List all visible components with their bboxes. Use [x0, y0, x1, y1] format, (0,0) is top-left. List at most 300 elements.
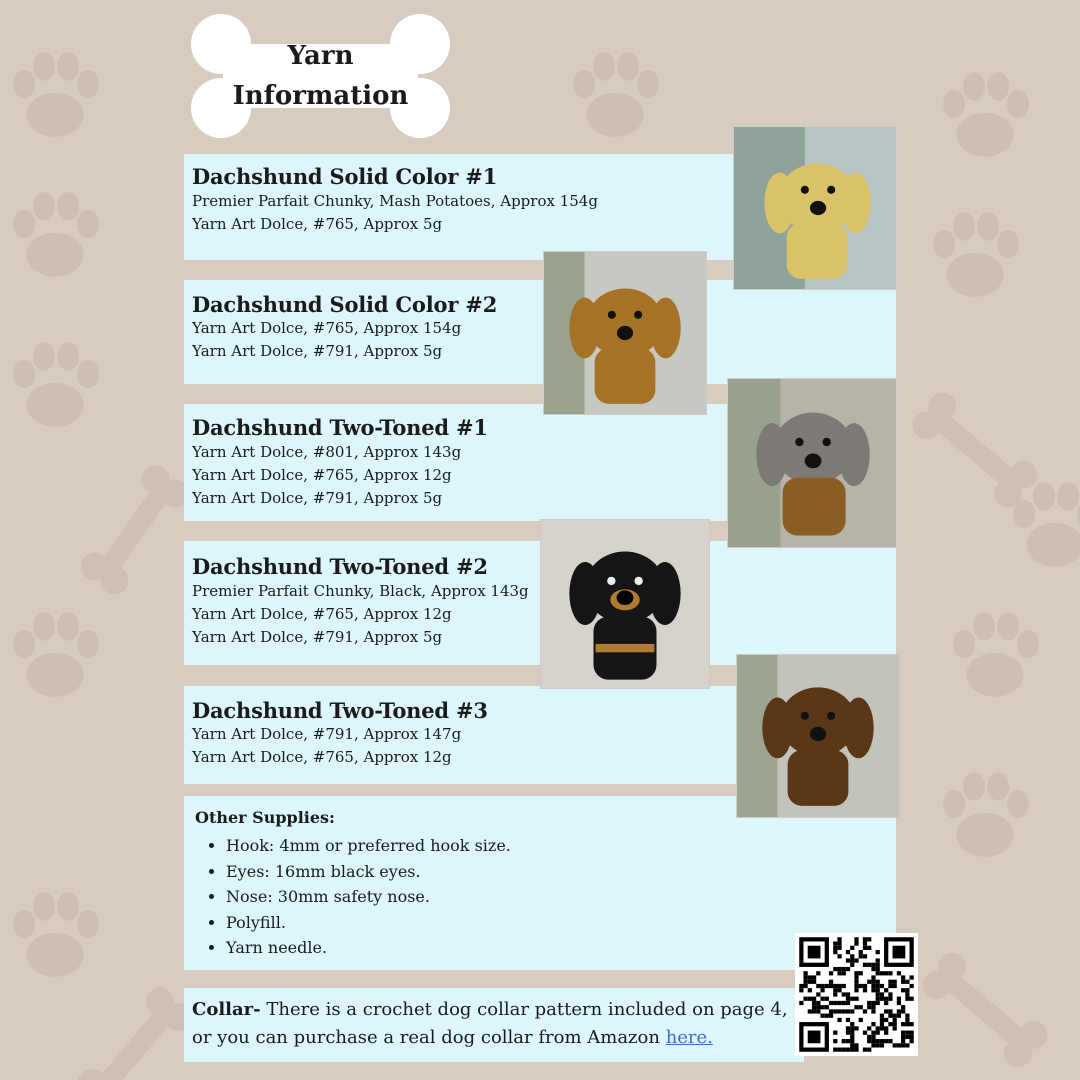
qr-module [812, 1009, 816, 1013]
qr-module [854, 1005, 858, 1009]
qr-module [854, 958, 858, 962]
qr-module [893, 1022, 897, 1026]
qr-module [833, 1031, 837, 1035]
crochet-dachshund-image [544, 252, 706, 414]
qr-module [863, 1048, 867, 1052]
paw-print-icon [930, 60, 1040, 170]
qr-module [867, 980, 871, 984]
qr-module [905, 1035, 909, 1039]
dog-color [780, 687, 857, 756]
qr-module [884, 1039, 888, 1043]
qr-module [901, 1039, 905, 1043]
qr-module [829, 1014, 833, 1018]
qr-module [854, 1026, 858, 1030]
qr-module [888, 971, 892, 975]
qr-module [859, 954, 863, 958]
qr-module [893, 984, 897, 988]
qr-module [859, 950, 863, 954]
qr-module [803, 975, 807, 979]
qr-module [876, 984, 880, 988]
qr-module [905, 997, 909, 1001]
qr-module [803, 984, 807, 988]
qr-module [808, 988, 812, 992]
qr-module [820, 984, 824, 988]
qr-module [842, 984, 846, 988]
qr-module [901, 1005, 905, 1009]
qr-module [884, 988, 888, 992]
qr-module [833, 1001, 837, 1005]
card-heading: Dachshund Two-Toned #2 [192, 554, 488, 579]
crochet-dachshund-image [541, 520, 709, 688]
qr-module [833, 984, 837, 988]
qr-module [884, 1001, 888, 1005]
qr-module [854, 1043, 858, 1047]
qr-module [871, 1001, 875, 1005]
qr-code-icon [795, 933, 918, 1056]
qr-module [905, 988, 909, 992]
crochet-dachshund-image [728, 379, 896, 547]
qr-module [905, 1043, 909, 1047]
qr-module [850, 997, 854, 1001]
paw-print-icon [0, 330, 110, 440]
qr-module [876, 950, 880, 954]
qr-finder [808, 1031, 821, 1044]
qr-module [897, 1009, 901, 1013]
qr-module [850, 1026, 854, 1030]
qr-module [854, 1048, 858, 1052]
qr-module [867, 937, 871, 941]
qr-module [833, 988, 837, 992]
qr-module [846, 1048, 850, 1052]
qr-module [837, 946, 841, 950]
qr-module [850, 1022, 854, 1026]
qr-module [876, 967, 880, 971]
paw-print-icon [0, 600, 110, 710]
qr-module [833, 946, 837, 950]
qr-module [820, 988, 824, 992]
qr-module [850, 1048, 854, 1052]
dog-color [787, 223, 848, 279]
qr-module [863, 954, 867, 958]
qr-module [910, 975, 914, 979]
qr-module [901, 975, 905, 979]
yarn-line: Yarn Art Dolce, #801, Approx 143g [192, 443, 462, 461]
qr-module [837, 988, 841, 992]
qr-module [837, 971, 841, 975]
qr-module [863, 1009, 867, 1013]
qr-module [867, 1001, 871, 1005]
qr-module [825, 1005, 829, 1009]
qr-module [850, 1039, 854, 1043]
qr-module [833, 1039, 837, 1043]
qr-module [812, 997, 816, 1001]
qr-module [803, 997, 807, 1001]
qr-module [833, 1048, 837, 1052]
qr-module [812, 1001, 816, 1005]
qr-module [854, 988, 858, 992]
qr-module [859, 1005, 863, 1009]
dog-color [779, 163, 856, 232]
qr-module [871, 1022, 875, 1026]
qr-module [846, 1031, 850, 1035]
qr-module [846, 958, 850, 962]
paw-print-icon [560, 40, 670, 150]
qr-finder [808, 946, 821, 959]
qr-module [880, 1026, 884, 1030]
qr-module [905, 992, 909, 996]
qr-module [863, 988, 867, 992]
title-line-1: Yarn [287, 41, 354, 71]
dog-photo-two-toned-1 [727, 378, 897, 548]
qr-module [846, 1039, 850, 1043]
supply-item: • Eyes: 16mm black eyes. [226, 859, 511, 885]
qr-module [816, 984, 820, 988]
qr-module [867, 1026, 871, 1030]
collar-description: There is a crochet dog collar pattern included on page 4, or you can purchase a real dog collar from Amazon [192, 999, 788, 1048]
qr-module [799, 1001, 803, 1005]
qr-module [842, 971, 846, 975]
qr-module [871, 975, 875, 979]
qr-module [842, 967, 846, 971]
qr-module [876, 988, 880, 992]
qr-module [910, 984, 914, 988]
yarn-card-solid-1 [184, 154, 734, 260]
qr-module [880, 1039, 884, 1043]
qr-module [884, 997, 888, 1001]
supply-item: • Polyfill. [226, 910, 511, 936]
qr-module [880, 997, 884, 1001]
qr-module [816, 1009, 820, 1013]
qr-module [816, 992, 820, 996]
qr-module [884, 971, 888, 975]
qr-module [799, 988, 803, 992]
yarn-line: Yarn Art Dolce, #791, Approx 5g [192, 342, 443, 360]
dog-color [595, 348, 656, 404]
qr-module [880, 1018, 884, 1022]
qr-module [884, 1026, 888, 1030]
qr-module [905, 1031, 909, 1035]
qr-module [833, 941, 837, 945]
qr-module [888, 992, 892, 996]
card-heading: Dachshund Solid Color #1 [192, 164, 498, 189]
qr-module [846, 1009, 850, 1013]
qr-module [825, 1014, 829, 1018]
qr-module [897, 1043, 901, 1047]
qr-module [884, 1031, 888, 1035]
qr-module [842, 1009, 846, 1013]
qr-module [816, 971, 820, 975]
qr-module [837, 954, 841, 958]
qr-module [880, 984, 884, 988]
qr-module [808, 980, 812, 984]
yarn-line: Yarn Art Dolce, #765, Approx 5g [192, 215, 443, 233]
qr-module [867, 1035, 871, 1039]
qr-module [871, 963, 875, 967]
amazon-link[interactable]: here. [665, 1027, 713, 1048]
qr-module [842, 1039, 846, 1043]
qr-module [888, 1039, 892, 1043]
qr-module [901, 1035, 905, 1039]
bone-icon [67, 451, 202, 608]
qr-module [808, 997, 812, 1001]
bone-icon [898, 379, 1051, 521]
qr-module [888, 980, 892, 984]
qr-module [850, 1043, 854, 1047]
qr-module [846, 1001, 850, 1005]
yarn-line: Yarn Art Dolce, #791, Approx 5g [192, 489, 443, 507]
qr-module [910, 1035, 914, 1039]
qr-module [837, 1009, 841, 1013]
qr-module [842, 992, 846, 996]
qr-module [863, 984, 867, 988]
qr-module [905, 1022, 909, 1026]
qr-module [867, 946, 871, 950]
supply-item: • Nose: 30mm safety nose. [226, 884, 511, 910]
qr-module [854, 997, 858, 1001]
qr-module [871, 988, 875, 992]
dog-photo-two-toned-2 [540, 519, 710, 689]
qr-module [829, 984, 833, 988]
qr-module [829, 971, 833, 975]
qr-module [816, 1001, 820, 1005]
qr-module [863, 937, 867, 941]
qr-module [901, 1022, 905, 1026]
qr-module [850, 954, 854, 958]
qr-module [854, 941, 858, 945]
qr-module [833, 950, 837, 954]
qr-module [880, 1022, 884, 1026]
qr-module [893, 1014, 897, 1018]
qr-module [863, 946, 867, 950]
dog-photo-two-toned-3 [736, 654, 900, 818]
dog-color [773, 413, 853, 484]
qr-module [901, 1043, 905, 1047]
qr-module [854, 984, 858, 988]
qr-module [876, 980, 880, 984]
qr-module [901, 988, 905, 992]
collar-text [192, 996, 792, 1052]
qr-module [876, 958, 880, 962]
qr-module [842, 1001, 846, 1005]
qr-module [905, 1014, 909, 1018]
qr-module [837, 984, 841, 988]
qr-module [859, 971, 863, 975]
qr-module [876, 992, 880, 996]
qr-module [910, 997, 914, 1001]
qr-module [876, 1043, 880, 1047]
crochet-dachshund-image [734, 127, 896, 289]
qr-module [876, 1039, 880, 1043]
qr-module [888, 1022, 892, 1026]
card-heading: Dachshund Solid Color #2 [192, 292, 498, 317]
qr-module [897, 1014, 901, 1018]
qr-module [884, 1009, 888, 1013]
qr-module [910, 1031, 914, 1035]
qr-module [829, 1009, 833, 1013]
yarn-card-two-toned-3 [184, 686, 744, 784]
qr-module [871, 1039, 875, 1043]
qr-module [893, 980, 897, 984]
bone-icon [908, 939, 1061, 1080]
qr-module [833, 992, 837, 996]
yarn-card-solid-2 [184, 280, 896, 384]
qr-module [893, 1018, 897, 1022]
qr-module [854, 980, 858, 984]
qr-module [901, 980, 905, 984]
qr-module [871, 984, 875, 988]
yarn-line: Yarn Art Dolce, #791, Approx 5g [192, 628, 443, 646]
qr-module [846, 967, 850, 971]
qr-module [871, 1035, 875, 1039]
dog-color [587, 288, 664, 357]
qr-module [846, 1018, 850, 1022]
qr-module [820, 997, 824, 1001]
qr-module [888, 1014, 892, 1018]
qr-module [837, 967, 841, 971]
dog-photo-solid-2 [543, 251, 707, 415]
qr-module [863, 1031, 867, 1035]
paw-print-icon [930, 760, 1040, 870]
qr-module [876, 1031, 880, 1035]
qr-module [859, 984, 863, 988]
qr-module [850, 958, 854, 962]
card-heading: Dachshund Two-Toned #3 [192, 698, 488, 723]
qr-module [897, 1001, 901, 1005]
dog-photo-solid-1 [733, 126, 897, 290]
paw-print-icon [920, 200, 1030, 310]
qr-module [880, 971, 884, 975]
paw-print-icon [940, 600, 1050, 710]
yarn-card-two-toned-1 [184, 404, 744, 521]
qr-module [867, 1005, 871, 1009]
yarn-line: Yarn Art Dolce, #765, Approx 12g [192, 605, 452, 623]
crochet-dachshund-image [737, 655, 899, 817]
qr-module [876, 1026, 880, 1030]
qr-module [816, 1005, 820, 1009]
qr-module [888, 997, 892, 1001]
title-line-2: Information [232, 81, 409, 111]
qr-module [876, 963, 880, 967]
dog-color [788, 750, 849, 806]
qr-module [910, 1022, 914, 1026]
qr-module [833, 967, 837, 971]
qr-module [825, 984, 829, 988]
collar-card [184, 988, 804, 1062]
qr-module [867, 1039, 871, 1043]
qr-module [871, 1005, 875, 1009]
qr-module [850, 946, 854, 950]
yarn-line: Yarn Art Dolce, #765, Approx 12g [192, 748, 452, 766]
qr-module [897, 971, 901, 975]
qr-module [808, 975, 812, 979]
qr-module [871, 1009, 875, 1013]
dog-color [585, 552, 665, 623]
qr-module [854, 975, 858, 979]
qr-module [876, 997, 880, 1001]
qr-module [863, 963, 867, 967]
yarn-line: Yarn Art Dolce, #765, Approx 154g [192, 319, 462, 337]
qr-module [897, 997, 901, 1001]
qr-module [910, 1039, 914, 1043]
qr-module [812, 1005, 816, 1009]
paw-print-icon [0, 180, 110, 290]
qr-module [837, 937, 841, 941]
qr-module [803, 971, 807, 975]
qr-module [846, 1026, 850, 1030]
qr-module [850, 963, 854, 967]
qr-module [880, 992, 884, 996]
qr-module [820, 1005, 824, 1009]
supplies-title: Other Supplies: [195, 808, 335, 827]
qr-module [850, 1031, 854, 1035]
qr-module [905, 980, 909, 984]
qr-module [833, 1009, 837, 1013]
qr-module [884, 1018, 888, 1022]
amazon-qr-code[interactable] [795, 933, 918, 1056]
qr-module [846, 997, 850, 1001]
paw-print-icon [0, 880, 110, 990]
qr-module [867, 963, 871, 967]
qr-module [888, 984, 892, 988]
qr-module [893, 1043, 897, 1047]
qr-module [808, 1009, 812, 1013]
qr-module [850, 1035, 854, 1039]
qr-module [893, 1026, 897, 1030]
supply-item: • Hook: 4mm or preferred hook size. [226, 833, 511, 859]
qr-module [863, 941, 867, 945]
qr-module [871, 1031, 875, 1035]
qr-module [820, 1014, 824, 1018]
qr-module [829, 1001, 833, 1005]
yarn-line: Premier Parfait Chunky, Black, Approx 143g [192, 582, 529, 600]
qr-module [842, 1048, 846, 1052]
supplies-list [204, 833, 511, 961]
qr-module [871, 980, 875, 984]
qr-module [846, 950, 850, 954]
qr-module [825, 997, 829, 1001]
qr-module [854, 937, 858, 941]
qr-module [837, 941, 841, 945]
qr-module [871, 967, 875, 971]
qr-module [812, 980, 816, 984]
yarn-line: Yarn Art Dolce, #791, Approx 147g [192, 725, 462, 743]
qr-module [837, 1048, 841, 1052]
qr-module [799, 984, 803, 988]
qr-module [837, 1018, 841, 1022]
qr-module [854, 971, 858, 975]
qr-module [846, 992, 850, 996]
qr-module [829, 980, 833, 984]
qr-module [850, 1009, 854, 1013]
qr-module [812, 975, 816, 979]
other-supplies-card [184, 796, 896, 970]
qr-finder [893, 946, 906, 959]
qr-module [888, 1009, 892, 1013]
qr-module [871, 1043, 875, 1047]
qr-module [876, 1001, 880, 1005]
yarn-line: Yarn Art Dolce, #765, Approx 12g [192, 466, 452, 484]
yarn-line: Premier Parfait Chunky, Mash Potatoes, Approx 154g [192, 192, 598, 210]
paw-print-icon [0, 40, 110, 150]
qr-module [859, 1018, 863, 1022]
qr-module [803, 980, 807, 984]
qr-module [880, 1043, 884, 1047]
qr-module [880, 1014, 884, 1018]
qr-module [905, 1018, 909, 1022]
qr-module [876, 971, 880, 975]
qr-module [867, 1048, 871, 1052]
qr-module [837, 1001, 841, 1005]
